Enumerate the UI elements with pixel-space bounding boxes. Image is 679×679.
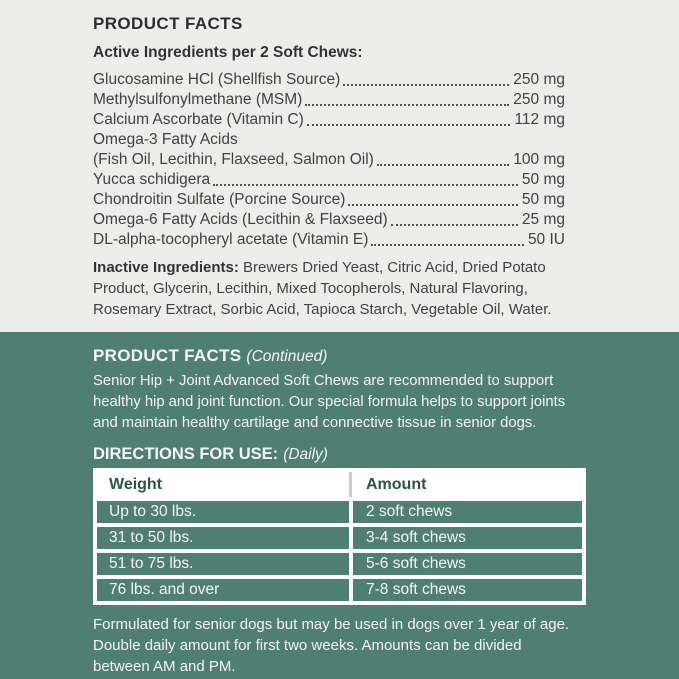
dosage-table-header [97,472,582,497]
ingredient-name: DL-alpha-tocopheryl acetate (Vitamin E) [93,231,369,248]
usage-note [93,614,603,677]
weight-column-header: Weight [109,475,163,493]
description-line: and maintain healthy cartilage and connective tissue in senior dogs. [93,415,537,431]
dot-leader [371,230,524,246]
ingredient-row [93,170,565,190]
ingredient-row [93,130,565,150]
ingredient-amount: 50 mg [521,191,565,208]
product-facts-section [0,0,679,332]
table-row [97,523,582,549]
table-row [97,575,582,601]
active-ingredients-list [93,70,565,250]
weight-cell: 51 to 75 lbs. [109,555,194,572]
dot-leader [213,170,518,186]
dot-leader [391,210,518,226]
ingredient-name: (Fish Oil, Lecithin, Flaxseed, Salmon Oil) [93,151,374,168]
inactive-ingredients-text: Rosemary Extract, Sorbic Acid, Tapioca Starch, Vegetable Oil, Water. [93,301,552,318]
dot-leader [305,90,509,106]
ingredient-name: Omega-3 Fatty Acids [93,131,238,148]
table-row [97,497,582,523]
ingredient-name: Omega-6 Fatty Acids (Lecithin & Flaxseed) [93,211,388,228]
continued-title [93,345,679,368]
dot-leader [377,150,509,166]
inactive-ingredients-text: Brewers Dried Yeast, Citric Acid, Dried Potato [243,259,546,276]
active-ingredients-heading: Active Ingredients per 2 Soft Chews: [93,44,363,61]
amount-cell: 5-6 soft chews [349,553,582,575]
ingredient-name: Yucca schidigera [93,171,211,188]
dot-leader [307,110,511,126]
description-line: Senior Hip + Joint Advanced Soft Chews are recommended to support [93,373,554,389]
ingredient-amount: 250 mg [513,71,565,88]
ingredient-row [93,190,565,210]
directions-note: (Daily) [283,446,328,463]
usage-note-line: Formulated for senior dogs but may be used in dogs over 1 year of age. [93,616,570,633]
continued-note: (Continued) [246,348,328,365]
inactive-ingredients [93,257,593,320]
amount-cell: 2 soft chews [349,501,582,523]
directions-title-text: DIRECTIONS FOR USE: [93,445,279,463]
ingredient-row [93,210,565,230]
ingredient-name: Calcium Ascorbate (Vitamin C) [93,111,304,128]
product-facts-continued-section [0,332,679,679]
ingredient-row [93,90,565,110]
ingredient-amount: 50 mg [521,171,565,188]
directions-title [93,444,679,465]
amount-cell: 7-8 soft chews [349,579,582,601]
ingredient-name: Methylsulfonylmethane (MSM) [93,91,303,108]
inactive-ingredients-text: Product, Glycerin, Lecithin, Mixed Tocopherols, Natural Flavoring, [93,280,528,297]
ingredient-row [93,70,565,90]
usage-note-line: Double daily amount for first two weeks. Amounts can be divided [93,637,522,654]
ingredient-name: Chondroitin Sulfate (Porcine Source) [93,191,346,208]
ingredient-amount: 25 mg [521,211,565,228]
table-row [97,549,582,575]
weight-cell: 31 to 50 lbs. [109,529,194,546]
usage-note-line: between AM and PM. [93,658,236,675]
inactive-ingredients-label: Inactive Ingredients: [93,259,239,276]
weight-cell: Up to 30 lbs. [109,503,197,520]
ingredient-amount: 100 mg [513,151,565,168]
ingredient-amount: 112 mg [514,111,565,128]
continued-title-text: PRODUCT FACTS [93,346,242,365]
ingredient-row [93,150,565,170]
product-description [93,371,603,434]
amount-cell: 3-4 soft chews [349,527,582,549]
amount-column-header: Amount [349,472,582,497]
dot-leader [348,190,517,206]
ingredient-amount: 50 IU [527,231,565,248]
ingredient-name: Glucosamine HCl (Shellfish Source) [93,71,341,88]
ingredient-row [93,110,565,130]
ingredient-amount: 250 mg [513,91,565,108]
dosage-table [93,468,586,605]
description-line: healthy hip and joint function. Our special formula helps to support joints [93,394,566,410]
weight-cell: 76 lbs. and over [109,581,220,598]
product-facts-title: PRODUCT FACTS [93,14,243,33]
dot-leader [343,70,509,86]
ingredient-row [93,230,565,250]
